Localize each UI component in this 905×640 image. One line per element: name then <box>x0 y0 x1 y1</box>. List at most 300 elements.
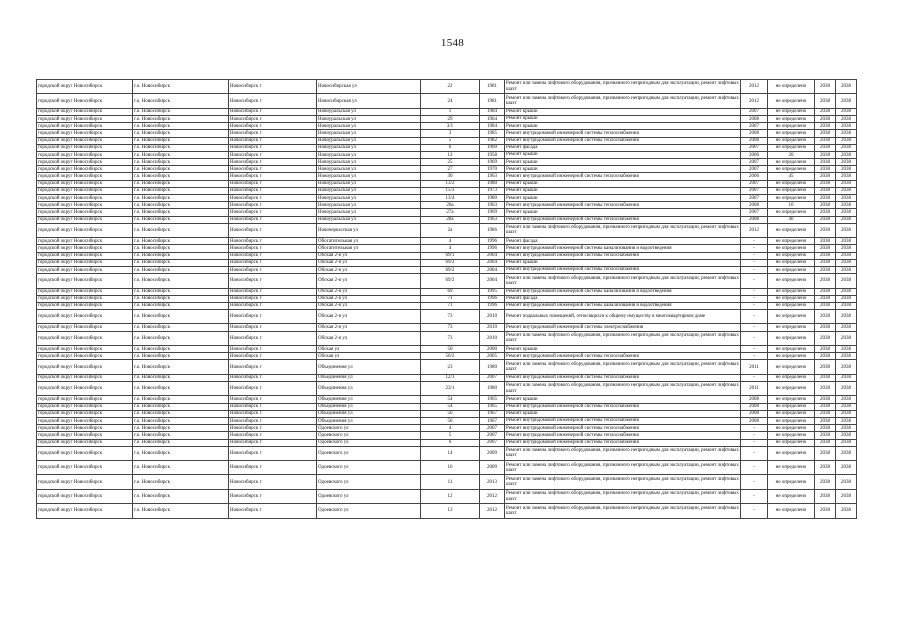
last-repair-year-cell: 2008 <box>741 403 768 410</box>
municipality-cell: городской округ Новосибирск <box>37 180 133 187</box>
street-cell: Новоуральская ул <box>317 151 421 158</box>
last-repair-year-cell: 2006 <box>741 173 768 180</box>
wear-cell: не определено <box>768 403 815 410</box>
municipality-cell: городской округ Новосибирск <box>37 439 133 446</box>
build-year-cell: 1960 <box>480 144 505 151</box>
city-cell: Новосибирск г <box>229 144 317 151</box>
table-row <box>37 245 857 252</box>
municipality-cell: городской округ Новосибирск <box>37 137 133 144</box>
build-year-cell: 2010 <box>480 331 505 345</box>
wear-cell: не определено <box>768 396 815 403</box>
street-cell: Одоевского ул <box>317 432 421 439</box>
plan-end-cell: 2038 <box>836 374 857 381</box>
work-type-cell: Ремонт или замена лифтового оборудования, признанного непригодным для эксплуатации, ремонт лифтовых шахт <box>505 461 741 475</box>
municipality-cell: городской округ Новосибирск <box>37 80 133 94</box>
city-cell: Новосибирск г <box>229 324 317 331</box>
street-cell: Обская 2-я ул <box>317 302 421 309</box>
plan-start-cell: 2038 <box>815 432 836 439</box>
work-type-cell: Ремонт крыши <box>505 396 741 403</box>
last-repair-year-cell: 2007 <box>741 180 768 187</box>
street-cell: Обская 2-я ул <box>317 259 421 266</box>
wear-cell: не определено <box>768 461 815 475</box>
table-row <box>37 489 857 503</box>
plan-start-cell: 2038 <box>815 381 836 395</box>
house-number-cell: 69 <box>421 288 480 295</box>
street-cell: Объединения ул <box>317 374 421 381</box>
build-year-cell: 2004 <box>480 266 505 273</box>
municipality-cell: городской округ Новосибирск <box>37 245 133 252</box>
wear-cell: не определено <box>768 130 815 137</box>
table-row <box>37 137 857 144</box>
district-cell: г.о. Новосибирск <box>133 151 229 158</box>
table-row <box>37 130 857 137</box>
table-row <box>37 195 857 202</box>
district-cell: г.о. Новосибирск <box>133 425 229 432</box>
municipality-cell: городской округ Новосибирск <box>37 274 133 288</box>
plan-start-cell: 2038 <box>815 410 836 417</box>
street-cell: Обская ул <box>317 353 421 360</box>
municipality-cell: городской округ Новосибирск <box>37 489 133 503</box>
house-number-cell: 6 <box>421 439 480 446</box>
street-cell: Обская 2-я ул <box>317 266 421 273</box>
plan-end-cell: 2038 <box>836 288 857 295</box>
plan-end-cell: 2038 <box>836 195 857 202</box>
street-cell: Одоевского ул <box>317 504 421 518</box>
house-number-cell: 1 <box>421 108 480 115</box>
table-row <box>37 346 857 353</box>
work-type-cell: Ремонт внутридомовой инженерной системы канализования и водоотведения <box>505 302 741 309</box>
wear-cell: не определено <box>768 475 815 489</box>
street-cell: Новоуральская ул <box>317 137 421 144</box>
municipality-cell: городской округ Новосибирск <box>37 266 133 273</box>
municipality-cell: городской округ Новосибирск <box>37 346 133 353</box>
municipality-cell: городской округ Новосибирск <box>37 353 133 360</box>
city-cell: Новосибирск г <box>229 410 317 417</box>
street-cell: Обская 2-я ул <box>317 288 421 295</box>
house-number-cell: 29 <box>421 115 480 122</box>
table-row <box>37 439 857 446</box>
municipality-cell: городской округ Новосибирск <box>37 410 133 417</box>
work-type-cell: Ремонт крыши <box>505 209 741 216</box>
plan-end-cell: 2038 <box>836 504 857 518</box>
wear-cell: не определено <box>768 274 815 288</box>
last-repair-year-cell: - <box>741 288 768 295</box>
work-type-cell: Ремонт внутридомовой инженерной системы теплоснабжения <box>505 216 741 223</box>
house-number-cell: 73 <box>421 310 480 324</box>
wear-cell: не определено <box>768 425 815 432</box>
plan-end-cell: 2038 <box>836 410 857 417</box>
district-cell: г.о. Новосибирск <box>133 130 229 137</box>
last-repair-year-cell: 2007 <box>741 209 768 216</box>
house-number-cell: 15/3 <box>421 187 480 194</box>
plan-end-cell: 2038 <box>836 180 857 187</box>
table-row <box>37 202 857 209</box>
street-cell: Одоевского ул <box>317 489 421 503</box>
plan-end-cell: 2038 <box>836 252 857 259</box>
plan-end-cell: 2038 <box>836 266 857 273</box>
municipality-cell: городской округ Новосибирск <box>37 360 133 374</box>
wear-cell: не определено <box>768 259 815 266</box>
district-cell: г.о. Новосибирск <box>133 360 229 374</box>
district-cell: г.о. Новосибирск <box>133 353 229 360</box>
work-type-cell: Ремонт внутридомовой инженерной системы электроснабжения <box>505 324 741 331</box>
street-cell: Одоевского ул <box>317 439 421 446</box>
last-repair-year-cell: - <box>741 252 768 259</box>
work-type-cell: Ремонт внутридомовой инженерной системы теплоснабжения <box>505 266 741 273</box>
municipality-cell: городской округ Новосибирск <box>37 310 133 324</box>
last-repair-year-cell: - <box>741 324 768 331</box>
house-number-cell: 73 <box>421 331 480 345</box>
house-number-cell: 50 <box>421 346 480 353</box>
street-cell: Одоевского ул <box>317 425 421 432</box>
municipality-cell: городской округ Новосибирск <box>37 195 133 202</box>
last-repair-year-cell: 2007 <box>741 166 768 173</box>
street-cell: Новоуральская ул <box>317 209 421 216</box>
work-type-cell: Ремонт крыши <box>505 108 741 115</box>
street-cell: Новоуральская ул <box>317 166 421 173</box>
house-number-cell: 23/1 <box>421 381 480 395</box>
plan-start-cell: 2038 <box>815 489 836 503</box>
plan-end-cell: 2038 <box>836 302 857 309</box>
city-cell: Новосибирск г <box>229 187 317 194</box>
build-year-cell: 2007 <box>480 374 505 381</box>
house-number-cell: 69/2 <box>421 259 480 266</box>
district-cell: г.о. Новосибирск <box>133 144 229 151</box>
district-cell: г.о. Новосибирск <box>133 461 229 475</box>
street-cell: Новоуральская ул <box>317 216 421 223</box>
street-cell: Обогатительная ул <box>317 245 421 252</box>
municipality-cell: городской округ Новосибирск <box>37 238 133 245</box>
street-cell: Обская 2-я ул <box>317 310 421 324</box>
plan-end-cell: 2038 <box>836 80 857 94</box>
table-row <box>37 115 857 122</box>
city-cell: Новосибирск г <box>229 166 317 173</box>
plan-end-cell: 2038 <box>836 159 857 166</box>
city-cell: Новосибирск г <box>229 259 317 266</box>
municipality-cell: городской округ Новосибирск <box>37 209 133 216</box>
work-type-cell: Ремонт внутридомовой инженерной системы теплоснабжения <box>505 374 741 381</box>
build-year-cell: 1965 <box>480 396 505 403</box>
plan-start-cell: 2038 <box>815 245 836 252</box>
build-year-cell: 1963 <box>480 216 505 223</box>
table-row <box>37 295 857 302</box>
work-type-cell: Ремонт крыши <box>505 123 741 130</box>
work-type-cell: Ремонт фасада <box>505 238 741 245</box>
plan-start-cell: 2038 <box>815 475 836 489</box>
build-year-cell: 2012 <box>480 489 505 503</box>
house-number-cell: 4 <box>421 245 480 252</box>
plan-start-cell: 2038 <box>815 216 836 223</box>
plan-start-cell: 2038 <box>815 374 836 381</box>
wear-cell: не определено <box>768 238 815 245</box>
plan-end-cell: 2038 <box>836 274 857 288</box>
plan-start-cell: 2038 <box>815 461 836 475</box>
plan-end-cell: 2038 <box>836 439 857 446</box>
house-number-cell: 13 <box>421 504 480 518</box>
district-cell: г.о. Новосибирск <box>133 310 229 324</box>
city-cell: Новосибирск г <box>229 425 317 432</box>
plan-start-cell: 2038 <box>815 446 836 460</box>
house-number-cell: 23 <box>421 360 480 374</box>
city-cell: Новосибирск г <box>229 295 317 302</box>
work-type-cell: Ремонт внутридомовой инженерной системы теплоснабжения <box>505 353 741 360</box>
city-cell: Новосибирск г <box>229 417 317 424</box>
district-cell: г.о. Новосибирск <box>133 252 229 259</box>
last-repair-year-cell: - <box>741 295 768 302</box>
district-cell: г.о. Новосибирск <box>133 108 229 115</box>
build-year-cell: 1996 <box>480 302 505 309</box>
city-cell: Новосибирск г <box>229 180 317 187</box>
house-number-cell: 13/2 <box>421 180 480 187</box>
last-repair-year-cell: 2008 <box>741 130 768 137</box>
last-repair-year-cell: - <box>741 425 768 432</box>
municipality-cell: городской округ Новосибирск <box>37 115 133 122</box>
house-number-cell: 26а <box>421 202 480 209</box>
municipality-cell: городской округ Новосибирск <box>37 252 133 259</box>
work-type-cell: Ремонт внутридомовой инженерной системы теплоснабжения <box>505 432 741 439</box>
house-number-cell: 16 <box>421 461 480 475</box>
build-year-cell: 1981 <box>480 80 505 94</box>
city-cell: Новосибирск г <box>229 310 317 324</box>
district-cell: г.о. Новосибирск <box>133 187 229 194</box>
house-number-cell: 5 <box>421 432 480 439</box>
build-year-cell: 1984 <box>480 108 505 115</box>
build-year-cell: 1980 <box>480 360 505 374</box>
last-repair-year-cell: - <box>741 346 768 353</box>
plan-end-cell: 2038 <box>836 295 857 302</box>
build-year-cell: 2010 <box>480 324 505 331</box>
build-year-cell: 1981 <box>480 94 505 108</box>
wear-cell: не определено <box>768 266 815 273</box>
build-year-cell: 2007 <box>480 425 505 432</box>
work-type-cell: Ремонт крыши <box>505 187 741 194</box>
district-cell: г.о. Новосибирск <box>133 180 229 187</box>
plan-start-cell: 2038 <box>815 274 836 288</box>
last-repair-year-cell: - <box>741 461 768 475</box>
last-repair-year-cell: - <box>741 245 768 252</box>
build-year-cell: 1958 <box>480 151 505 158</box>
street-cell: Обская 2-я ул <box>317 274 421 288</box>
house-number-cell: 28а <box>421 216 480 223</box>
build-year-cell: 2004 <box>480 252 505 259</box>
street-cell: Объединения ул <box>317 381 421 395</box>
build-year-cell: 2012 <box>480 504 505 518</box>
table-body <box>37 80 857 519</box>
street-cell: Новоуральская ул <box>317 123 421 130</box>
wear-cell: не определено <box>768 80 815 94</box>
work-type-cell: Ремонт или замена лифтового оборудования, признанного непригодным для эксплуатации, ремонт лифтовых шахт <box>505 360 741 374</box>
street-cell: Новоуральская ул <box>317 195 421 202</box>
plan-end-cell: 2038 <box>836 245 857 252</box>
district-cell: г.о. Новосибирск <box>133 302 229 309</box>
city-cell: Новосибирск г <box>229 108 317 115</box>
build-year-cell: 1980 <box>480 180 505 187</box>
plan-end-cell: 2038 <box>836 151 857 158</box>
house-number-cell: 3/1 <box>421 123 480 130</box>
plan-start-cell: 2038 <box>815 252 836 259</box>
plan-end-cell: 2038 <box>836 115 857 122</box>
table-row <box>37 238 857 245</box>
wear-cell: не определено <box>768 346 815 353</box>
city-cell: Новосибирск г <box>229 173 317 180</box>
work-type-cell: Ремонт крыши <box>505 180 741 187</box>
city-cell: Новосибирск г <box>229 202 317 209</box>
table-row <box>37 123 857 130</box>
district-cell: г.о. Новосибирск <box>133 166 229 173</box>
municipality-cell: городской округ Новосибирск <box>37 324 133 331</box>
wear-cell: не определено <box>768 137 815 144</box>
build-year-cell: 2007 <box>480 439 505 446</box>
plan-start-cell: 2038 <box>815 137 836 144</box>
table-row <box>37 144 857 151</box>
house-number-cell: 11 <box>421 475 480 489</box>
repair-schedule-table <box>36 79 857 519</box>
plan-start-cell: 2038 <box>815 209 836 216</box>
build-year-cell: 2010 <box>480 310 505 324</box>
plan-end-cell: 2038 <box>836 166 857 173</box>
work-type-cell: Ремонт фасада <box>505 144 741 151</box>
plan-end-cell: 2038 <box>836 403 857 410</box>
district-cell: г.о. Новосибирск <box>133 374 229 381</box>
municipality-cell: городской округ Новосибирск <box>37 475 133 489</box>
wear-cell: не определено <box>768 360 815 374</box>
street-cell: Обская 2-я ул <box>317 252 421 259</box>
work-type-cell: Ремонт или замена лифтового оборудования, признанного непригодным для эксплуатации, ремонт лифтовых шахт <box>505 489 741 503</box>
work-type-cell: Ремонт внутридомовой инженерной системы теплоснабжения <box>505 403 741 410</box>
municipality-cell: городской округ Новосибирск <box>37 396 133 403</box>
table-row <box>37 381 857 395</box>
build-year-cell: 2009 <box>480 446 505 460</box>
plan-end-cell: 2038 <box>836 331 857 345</box>
city-cell: Новосибирск г <box>229 137 317 144</box>
municipality-cell: городской округ Новосибирск <box>37 425 133 432</box>
table-row <box>37 108 857 115</box>
last-repair-year-cell: 2008 <box>741 396 768 403</box>
plan-end-cell: 2038 <box>836 123 857 130</box>
street-cell: Новоуральская ул <box>317 144 421 151</box>
table-row <box>37 187 857 194</box>
plan-end-cell: 2038 <box>836 94 857 108</box>
wear-cell: не определено <box>768 123 815 130</box>
wear-cell: не определено <box>768 108 815 115</box>
district-cell: г.о. Новосибирск <box>133 288 229 295</box>
wear-cell: 45 <box>768 173 815 180</box>
build-year-cell: 2013 <box>480 475 505 489</box>
last-repair-year-cell: - <box>741 238 768 245</box>
plan-start-cell: 2038 <box>815 302 836 309</box>
wear-cell: не определено <box>768 144 815 151</box>
city-cell: Новосибирск г <box>229 504 317 518</box>
table-row <box>37 396 857 403</box>
plan-start-cell: 2038 <box>815 266 836 273</box>
table-row <box>37 209 857 216</box>
district-cell: г.о. Новосибирск <box>133 417 229 424</box>
district-cell: г.о. Новосибирск <box>133 202 229 209</box>
wear-cell: не определено <box>768 252 815 259</box>
municipality-cell: городской округ Новосибирск <box>37 374 133 381</box>
table-row <box>37 180 857 187</box>
house-number-cell: 69/2 <box>421 274 480 288</box>
table-row <box>37 94 857 108</box>
table-row <box>37 173 857 180</box>
plan-end-cell: 2038 <box>836 446 857 460</box>
plan-end-cell: 2038 <box>836 381 857 395</box>
build-year-cell: 1996 <box>480 245 505 252</box>
wear-cell: не определено <box>768 417 815 424</box>
table-row <box>37 288 857 295</box>
district-cell: г.о. Новосибирск <box>133 475 229 489</box>
build-year-cell: 2005 <box>480 353 505 360</box>
street-cell: Новоуральская ул <box>317 130 421 137</box>
build-year-cell: 1969 <box>480 159 505 166</box>
wear-cell: не определено <box>768 209 815 216</box>
street-cell: Новосибирская ул <box>317 80 421 94</box>
last-repair-year-cell: 2007 <box>741 159 768 166</box>
work-type-cell: Ремонт или замена лифтового оборудования, признанного непригодным для эксплуатации, ремонт лифтовых шахт <box>505 274 741 288</box>
district-cell: г.о. Новосибирск <box>133 274 229 288</box>
plan-start-cell: 2038 <box>815 403 836 410</box>
build-year-cell: 1985 <box>480 130 505 137</box>
wear-cell: не определено <box>768 489 815 503</box>
table-row <box>37 475 857 489</box>
city-cell: Новосибирск г <box>229 115 317 122</box>
city-cell: Новосибирск г <box>229 223 317 237</box>
plan-start-cell: 2038 <box>815 310 836 324</box>
city-cell: Новосибирск г <box>229 475 317 489</box>
build-year-cell: 1984 <box>480 123 505 130</box>
work-type-cell: Ремонт крыши <box>505 259 741 266</box>
plan-start-cell: 2038 <box>815 94 836 108</box>
plan-end-cell: 2038 <box>836 209 857 216</box>
house-number-cell: 69/2 <box>421 266 480 273</box>
district-cell: г.о. Новосибирск <box>133 115 229 122</box>
last-repair-year-cell: - <box>741 374 768 381</box>
build-year-cell: 2007 <box>480 432 505 439</box>
city-cell: Новосибирск г <box>229 432 317 439</box>
page-number: 1548 <box>440 37 465 49</box>
city-cell: Новосибирск г <box>229 461 317 475</box>
municipality-cell: городской округ Новосибирск <box>37 295 133 302</box>
work-type-cell: Ремонт внутридомовой инженерной системы теплоснабжения <box>505 439 741 446</box>
last-repair-year-cell: - <box>741 439 768 446</box>
build-year-cell: 2004 <box>480 259 505 266</box>
table-row <box>37 216 857 223</box>
plan-start-cell: 2038 <box>815 360 836 374</box>
city-cell: Новосибирск г <box>229 302 317 309</box>
work-type-cell: Ремонт или замена лифтового оборудования, признанного непригодным для эксплуатации, ремонт лифтовых шахт <box>505 94 741 108</box>
house-number-cell: 12 <box>421 151 480 158</box>
house-number-cell: 50/2 <box>421 353 480 360</box>
plan-end-cell: 2038 <box>836 489 857 503</box>
work-type-cell: Ремонт крыши <box>505 159 741 166</box>
district-cell: г.о. Новосибирск <box>133 173 229 180</box>
city-cell: Новосибирск г <box>229 245 317 252</box>
plan-start-cell: 2038 <box>815 396 836 403</box>
municipality-cell: городской округ Новосибирск <box>37 123 133 130</box>
plan-start-cell: 2038 <box>815 346 836 353</box>
build-year-cell: 1996 <box>480 295 505 302</box>
plan-end-cell: 2038 <box>836 417 857 424</box>
plan-start-cell: 2038 <box>815 130 836 137</box>
work-type-cell: Ремонт или замена лифтового оборудования, признанного непригодным для эксплуатации, ремонт лифтовых шахт <box>505 504 741 518</box>
last-repair-year-cell: 2008 <box>741 137 768 144</box>
plan-start-cell: 2038 <box>815 195 836 202</box>
build-year-cell: 1973 <box>480 187 505 194</box>
work-type-cell: Ремонт внутридомовой инженерной системы теплоснабжения <box>505 202 741 209</box>
district-cell: г.о. Новосибирск <box>133 489 229 503</box>
table-row <box>37 324 857 331</box>
city-cell: Новосибирск г <box>229 266 317 273</box>
